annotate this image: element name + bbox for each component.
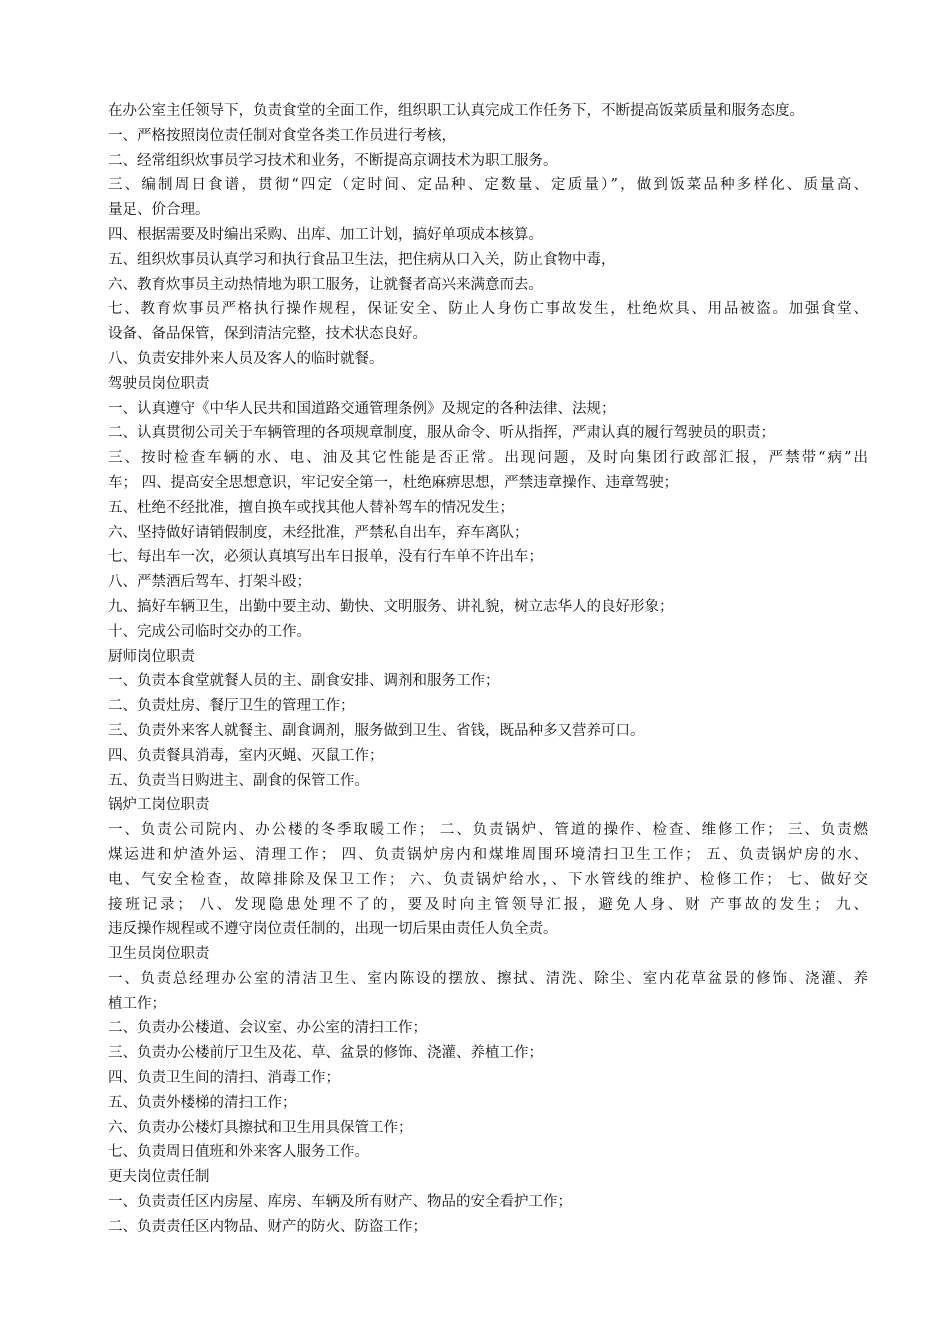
section-heading: 锅炉工岗位职责 bbox=[108, 797, 210, 814]
text-line: 电、气安全检查，故障排除及保卫工作； 六、负责锅炉给水，、下水管线的维护、检修工作； 七、做好交 bbox=[108, 871, 868, 888]
section-heading: 卫生员岗位职责 bbox=[108, 946, 210, 963]
text-line: 一、负责总经理办公室的清洁卫生、室内陈设的摆放、擦拭、清洗、除尘、室内花草盆景的修饰、浇灌、养 bbox=[108, 970, 868, 987]
text-line: 八、严禁酒后驾车、打架斗殴； bbox=[108, 574, 311, 591]
text-line: 十、完成公司临时交办的工作。 bbox=[108, 623, 311, 640]
section-heading: 厨师岗位职责 bbox=[108, 648, 195, 665]
text-line: 五、负责当日购进主、副食的保管工作。 bbox=[108, 772, 369, 789]
text-line: 七、每出车一次，必须认真填写出车日报单，没有行车单不许出车； bbox=[108, 549, 543, 566]
text-line: 四、根据需要及时编出采购、出库、加工计划，搞好单项成本核算。 bbox=[108, 226, 543, 243]
text-line: 四、负责卫生间的清扫、消毒工作； bbox=[108, 1070, 340, 1087]
text-line: 三、负责外来客人就餐主、副食调剂，服务做到卫生、省钱，既品种多又营养可口。 bbox=[108, 722, 645, 739]
text-line: 煤运进和炉渣外运、清理工作； 四、负责锅炉房内和煤堆周围环境清扫卫生工作； 五、负责锅炉房的水、 bbox=[108, 846, 868, 863]
text-line: 二、负责办公楼道、会议室、办公室的清扫工作； bbox=[108, 1020, 427, 1037]
document-body bbox=[108, 99, 868, 1240]
text-line: 八、负责安排外来人员及客人的临时就餐。 bbox=[108, 350, 384, 367]
text-line: 植工作； bbox=[108, 995, 166, 1012]
text-line: 七、教育炊事员严格执行操作规程，保证安全、防止人身伤亡事故发生，杜绝炊具、用品被盗。加强食堂、 bbox=[108, 301, 868, 318]
text-line: 三、编制周日食谱，贯彻“四定（定时间、定品种、定数量、定质量）”，做到饭菜品种多样化、质量高、 bbox=[108, 177, 868, 194]
text-line: 三、按时检查车辆的水、电、油及其它性能是否正常。出现问题，及时向集团行政部汇报，严禁带“病”出 bbox=[108, 450, 868, 467]
text-line: 接班记录； 八、发现隐患处理不了的，要及时向主管领导汇报，避免人身、财 产事故的发生； 九、 bbox=[108, 896, 868, 913]
text-line: 三、负责办公楼前厅卫生及花、草、盆景的修饰、浇灌、养植工作； bbox=[108, 1045, 543, 1062]
text-line: 五、杜绝不经批准，擅自换车或找其他人替补驾车的情况发生； bbox=[108, 499, 514, 516]
text-line: 五、组织炊事员认真学习和执行食品卫生法，把住病从口入关，防止食物中毒， bbox=[108, 251, 616, 268]
text-line: 五、负责外楼梯的清扫工作； bbox=[108, 1094, 297, 1111]
text-line: 车； 四、提高安全思想意识，牢记安全第一，杜绝麻痹思想，严禁违章操作、违章驾驶； bbox=[108, 474, 679, 491]
text-line: 七、负责周日值班和外来客人服务工作。 bbox=[108, 1144, 369, 1161]
section-heading: 更夫岗位责任制 bbox=[108, 1169, 210, 1186]
text-line: 二、认真贯彻公司关于车辆管理的各项规章制度，服从命令、听从指挥，严肃认真的履行驾驶员的职责； bbox=[108, 425, 775, 442]
text-line: 六、负责办公楼灯具擦拭和卫生用具保管工作； bbox=[108, 1119, 413, 1136]
text-line: 设备、备品保管，保到清洁完整，技术状态良好。 bbox=[108, 326, 427, 343]
text-line: 一、认真遵守《中华人民共和国道路交通管理条例》及规定的各种法律、法规； bbox=[108, 400, 616, 417]
text-line: 一、负责公司院内、办公楼的冬季取暖工作； 二、负责锅炉、管道的操作、检查、维修工作； 三、负责燃 bbox=[108, 822, 868, 839]
text-line: 量足、价合理。 bbox=[108, 202, 210, 219]
text-line: 四、负责餐具消毒，室内灭蝇、灭鼠工作； bbox=[108, 747, 384, 764]
text-line: 一、严格按照岗位责任制对食堂各类工作员进行考核， bbox=[108, 127, 456, 144]
text-line: 六、教育炊事员主动热情地为职工服务，让就餐者高兴来满意而去。 bbox=[108, 276, 543, 293]
section-heading: 驾驶员岗位职责 bbox=[108, 375, 210, 392]
text-line: 二、负责责任区内物品、财产的防火、防盗工作； bbox=[108, 1218, 427, 1235]
text-line: 违反操作规程或不遵守岗位责任制的，出现一切后果由责任人负全责。 bbox=[108, 921, 558, 938]
text-line: 在办公室主任领导下，负责食堂的全面工作，组织职工认真完成工作任务下，不断提高饭菜质量和服务态度。 bbox=[108, 103, 804, 119]
text-line: 一、负责本食堂就餐人员的主、副食安排、调剂和服务工作； bbox=[108, 673, 500, 690]
text-line: 二、经常组织炊事员学习技术和业务，不断提高京调技术为职工服务。 bbox=[108, 152, 558, 169]
text-line: 六、坚持做好请销假制度，未经批准，严禁私自出车，弃车离队； bbox=[108, 524, 529, 541]
text-line: 一、负责责任区内房屋、库房、车辆及所有财产、物品的安全看护工作； bbox=[108, 1194, 572, 1211]
text-line: 九、搞好车辆卫生，出勤中要主动、勤快、文明服务、讲礼貌，树立志华人的良好形象； bbox=[108, 598, 674, 615]
text-line: 二、负责灶房、餐厅卫生的管理工作； bbox=[108, 698, 355, 715]
